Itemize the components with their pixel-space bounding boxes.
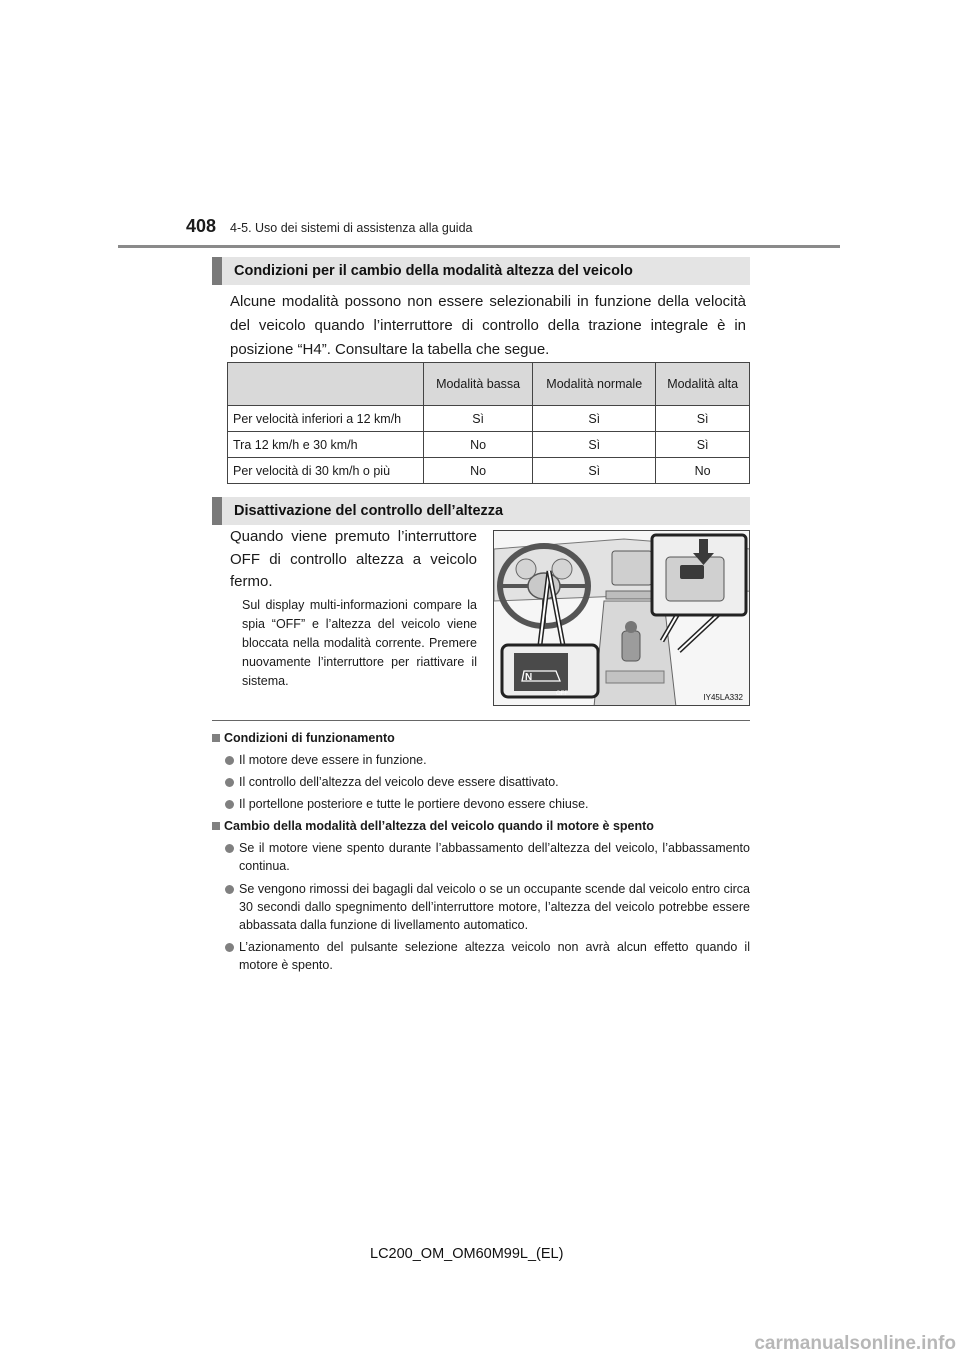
list-item: L’azionamento del pulsante selezione altezza veicolo non avrà alcun effetto quando il motore è spento. <box>224 938 750 974</box>
table-cell: Sì <box>533 406 656 432</box>
table-cell: Tra 12 km/h e 30 km/h <box>228 432 424 458</box>
table-cell: Sì <box>424 406 533 432</box>
table-cell: Per velocità inferiori a 12 km/h <box>228 406 424 432</box>
table-header-cell: Modalità bassa <box>424 363 533 406</box>
table-header-cell <box>228 363 424 406</box>
list-item: Se il motore viene spento durante l’abbassamento dell’altezza del veicolo, l’abbassamento continua. <box>224 839 750 875</box>
deactivation-lead-text: Quando viene premuto l’interruttore OFF di controllo altezza a veicolo fermo. <box>230 528 477 590</box>
indicator-off-label: OFF <box>556 691 568 697</box>
table-cell: Per velocità di 30 km/h o più <box>228 458 424 484</box>
header-rule <box>118 245 840 248</box>
notes-heading-conditions: Condizioni di funzionamento <box>212 729 395 747</box>
section-heading-mode-change: Condizioni per il cambio della modalità altezza del veicolo <box>212 257 750 285</box>
dashboard-illustration <box>493 530 750 706</box>
table-row <box>228 458 750 484</box>
list-item: Il motore deve essere in funzione. <box>224 751 750 769</box>
document-code: LC200_OM_OM60M99L_(EL) <box>370 1246 564 1262</box>
intro-paragraph: Alcune modalità possono non essere selezionabili in funzione della velocità del veicolo quando l’interruttore di controllo della trazione integrale è in posizione “H4”. Consultare la tabella che segue. <box>230 293 746 358</box>
deactivation-note-text: Sul display multi-informazioni compare la spia “OFF” e l’altezza del veicolo viene bloccata nella modalità corrente. Premere nuovamente l’interruttore per riattivare il sistema. <box>242 598 477 688</box>
page-number: 408 <box>186 216 217 236</box>
table-row <box>228 432 750 458</box>
table-cell: Sì <box>656 406 750 432</box>
table-cell: Sì <box>656 432 750 458</box>
table-cell: Sì <box>533 458 656 484</box>
indicator-n-label: N <box>525 672 533 683</box>
figure-code: IY45LA332 <box>703 693 743 702</box>
table-cell: No <box>656 458 750 484</box>
table-header-row <box>228 363 750 406</box>
table-cell: No <box>424 458 533 484</box>
list-item: Il controllo dell’altezza del veicolo deve essere disattivato. <box>224 773 750 791</box>
list-item: Il portellone posteriore e tutte le portiere devono essere chiuse. <box>224 795 750 813</box>
table-cell: No <box>424 432 533 458</box>
table-row <box>228 406 750 432</box>
table-header-cell: Modalità normale <box>533 363 656 406</box>
watermark: carmanualsonline.info <box>754 1333 956 1354</box>
section-heading-deactivation: Disattivazione del controllo dell’altezza <box>212 497 750 525</box>
table-cell: Sì <box>533 432 656 458</box>
speed-mode-table <box>227 362 750 484</box>
list-item: Se vengono rimossi dei bagagli dal veicolo o se un occupante scende dal veicolo entro circa 30 secondi dallo spegnimento dell’interruttore motore, l’altezza del veicolo potrebbe essere abbassata dalla funzione di livellamento automatico. <box>224 880 750 934</box>
notes-heading-engine-off: Cambio della modalità dell’altezza del veicolo quando il motore è spento <box>212 817 654 835</box>
dashboard-drawing <box>494 531 750 706</box>
notes-divider <box>212 720 750 721</box>
chapter-title: 4-5. Uso dei sistemi di assistenza alla guida <box>230 221 473 235</box>
table-header-cell: Modalità alta <box>656 363 750 406</box>
